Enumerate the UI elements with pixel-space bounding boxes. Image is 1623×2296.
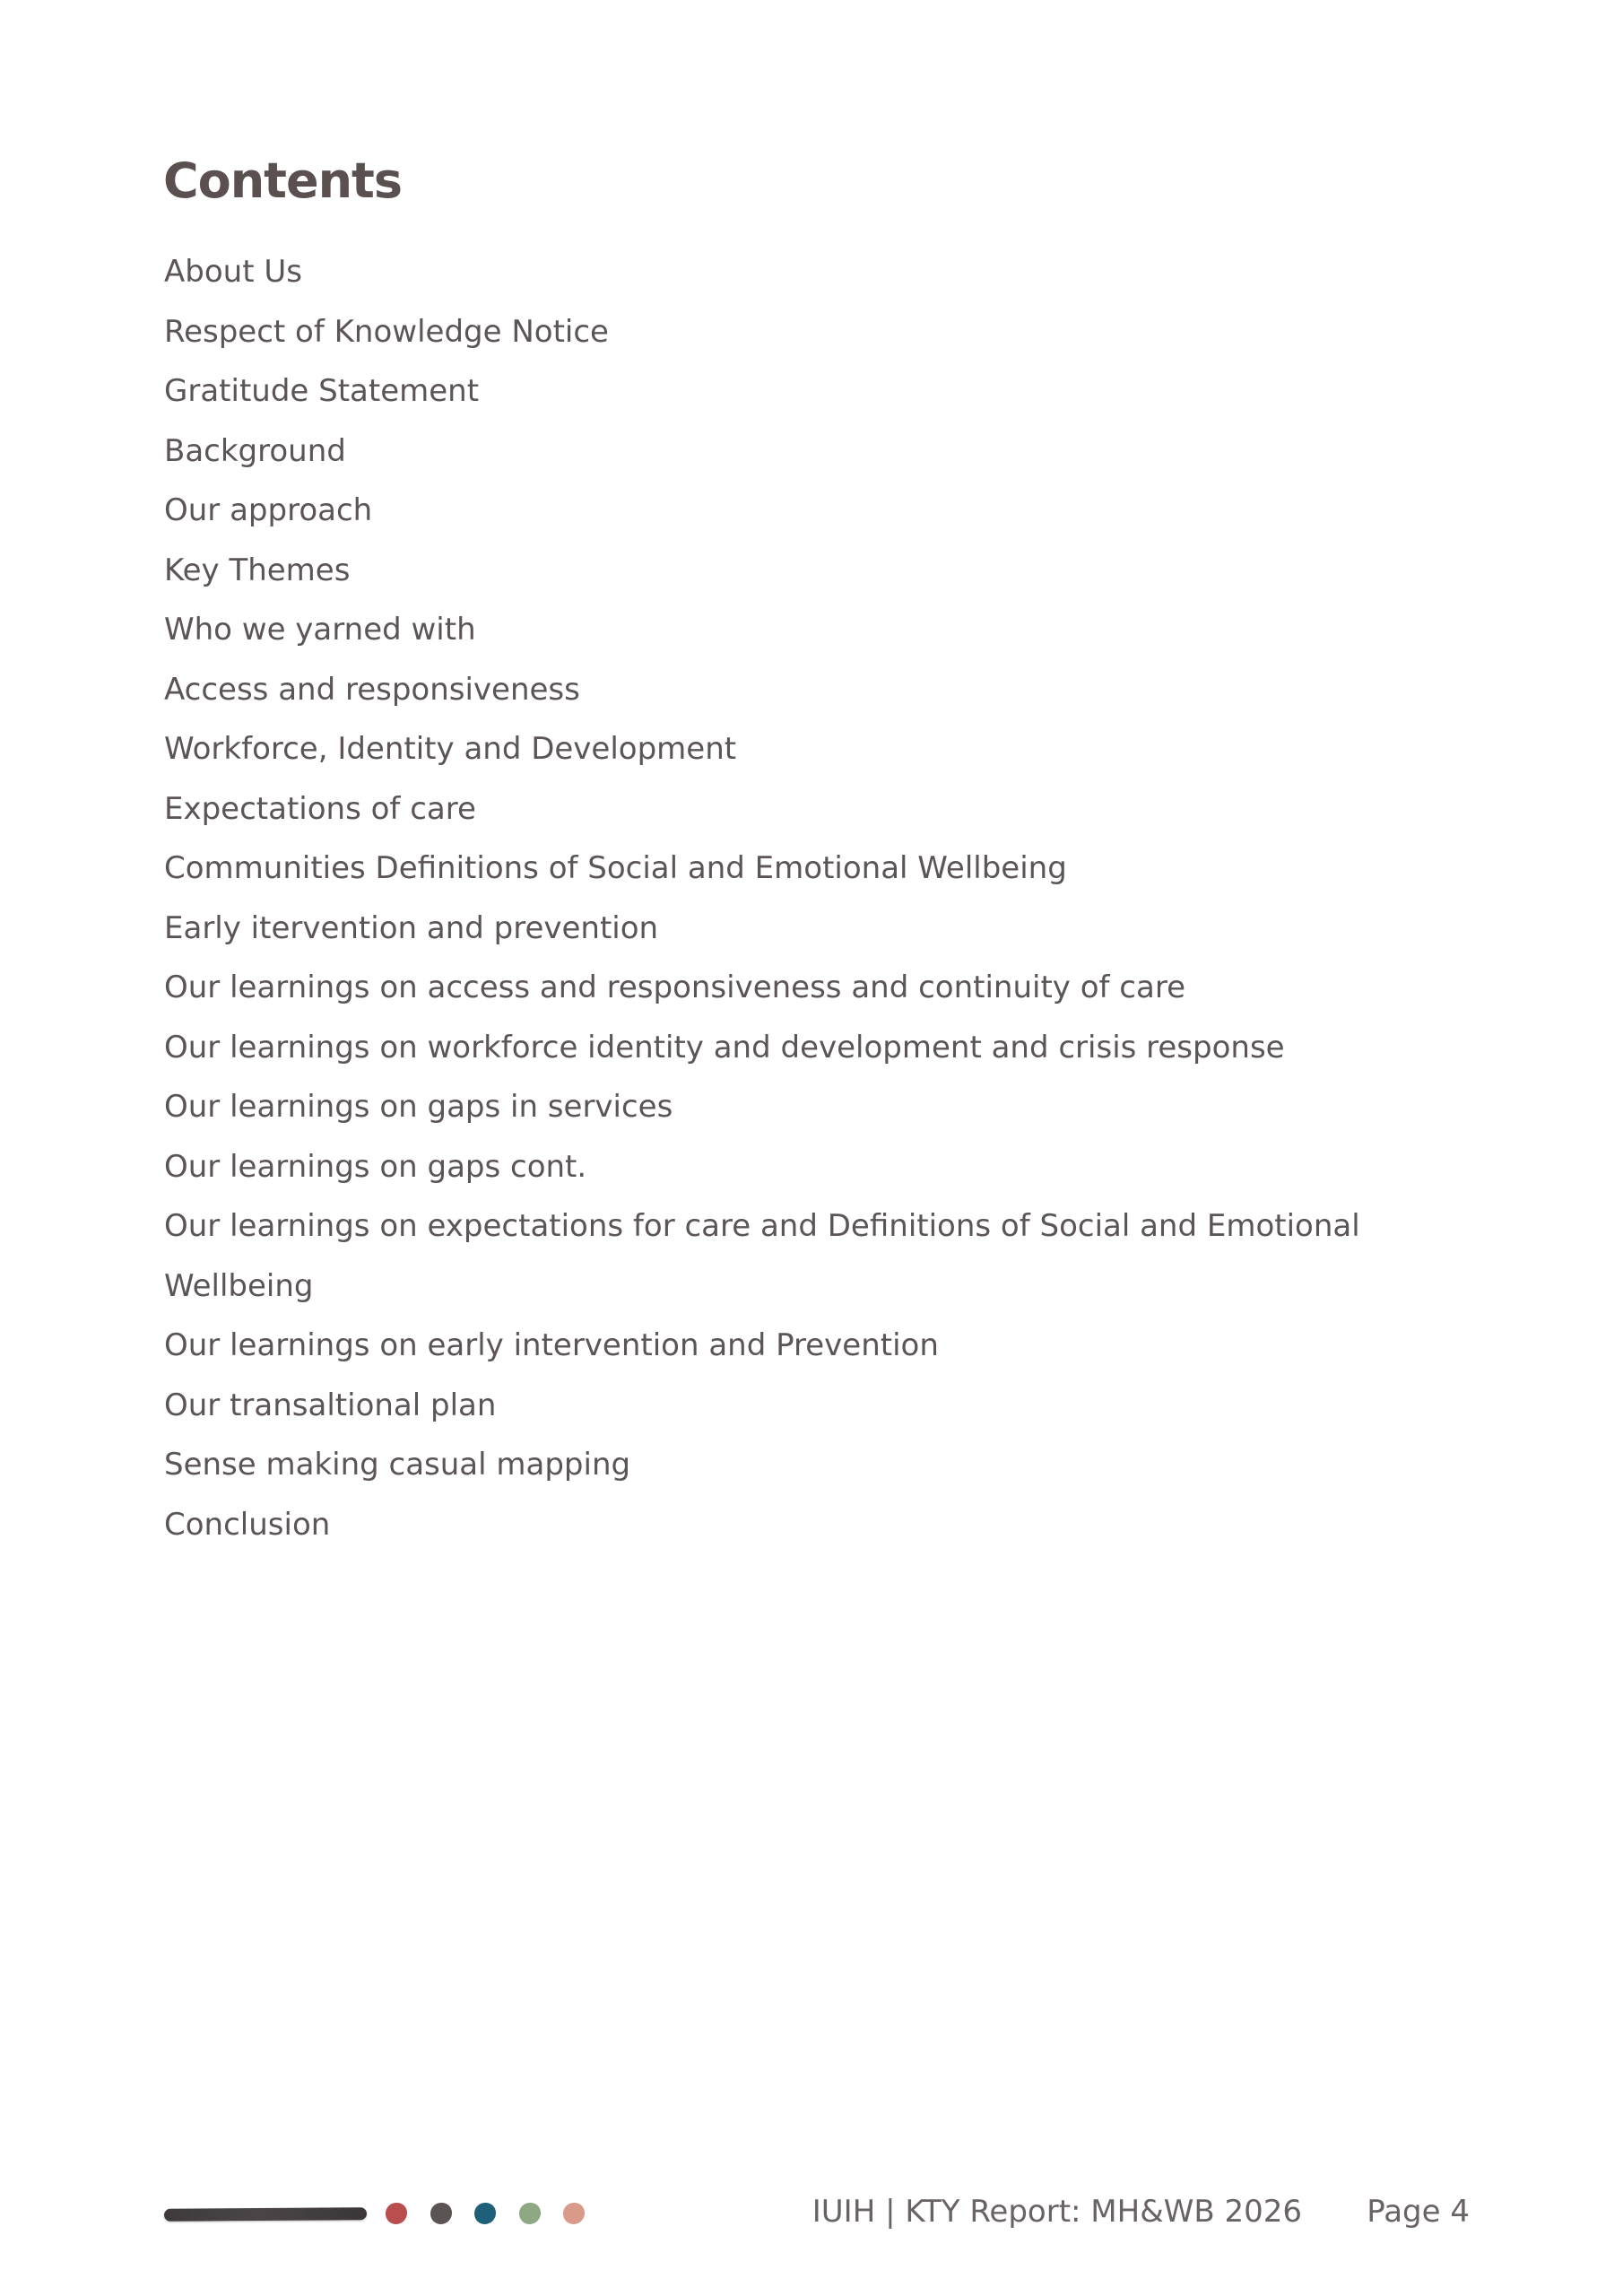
- toc-item-background[interactable]: Background: [164, 432, 346, 469]
- toc-item-translational-plan[interactable]: Our transaltional plan: [164, 1387, 497, 1423]
- toc-item-workforce-identity-development[interactable]: Workforce, Identity and Development: [164, 731, 737, 767]
- page-number: Page 4: [1367, 2194, 1470, 2230]
- page-title: Contents: [163, 152, 403, 209]
- report-label: IUIH | KTY Report: MH&WB 2026: [812, 2194, 1302, 2230]
- brush-stroke-decoration: [164, 2207, 367, 2222]
- toc-item-access-and-responsiveness[interactable]: Access and responsiveness: [164, 671, 580, 708]
- toc-item-conclusion[interactable]: Conclusion: [164, 1506, 331, 1543]
- toc-item-learnings-access[interactable]: Our learnings on access and responsiveness and continuity of care: [164, 970, 1185, 1005]
- color-dot-icon: [474, 2203, 496, 2224]
- toc-item-respect-of-knowledge-notice[interactable]: Respect of Knowledge Notice: [164, 313, 609, 350]
- toc-item-sense-making-mapping[interactable]: Sense making casual mapping: [164, 1447, 631, 1483]
- color-dot-icon: [563, 2203, 585, 2224]
- toc-item-early-intervention[interactable]: Early itervention and prevention: [164, 909, 659, 946]
- toc-item-who-we-yarned-with[interactable]: Who we yarned with: [164, 612, 476, 648]
- toc-item-gratitude-statement[interactable]: Gratitude Statement: [164, 373, 480, 409]
- toc-item-learnings-gaps-cont[interactable]: Our learnings on gaps cont.: [164, 1148, 587, 1185]
- toc-item-learnings-gaps[interactable]: Our learnings on gaps in services: [164, 1089, 673, 1125]
- toc-item-communities-definitions[interactable]: Communities Definitions of Social and Emotional Wellbeing: [164, 850, 1067, 886]
- toc-item-learnings-expectations-continued[interactable]: Wellbeing: [164, 1267, 314, 1304]
- toc-item-expectations-of-care[interactable]: Expectations of care: [164, 790, 476, 827]
- toc-item-key-themes[interactable]: Key Themes: [164, 552, 351, 588]
- table-of-contents: [164, 242, 1464, 1554]
- color-dot-icon: [386, 2203, 407, 2224]
- toc-item-learnings-early-intervention[interactable]: Our learnings on early intervention and Prevention: [164, 1327, 939, 1363]
- toc-item-learnings-expectations[interactable]: Our learnings on expectations for care and Definitions of Social and Emotional: [164, 1208, 1360, 1244]
- page-footer: [0, 2179, 1623, 2251]
- color-dot-icon: [519, 2203, 541, 2224]
- toc-item-about-us[interactable]: About Us: [164, 254, 302, 290]
- toc-item-learnings-workforce[interactable]: Our learnings on workforce identity and development and crisis response: [164, 1029, 1285, 1065]
- toc-item-our-approach[interactable]: Our approach: [164, 492, 373, 528]
- color-dot-icon: [430, 2203, 452, 2224]
